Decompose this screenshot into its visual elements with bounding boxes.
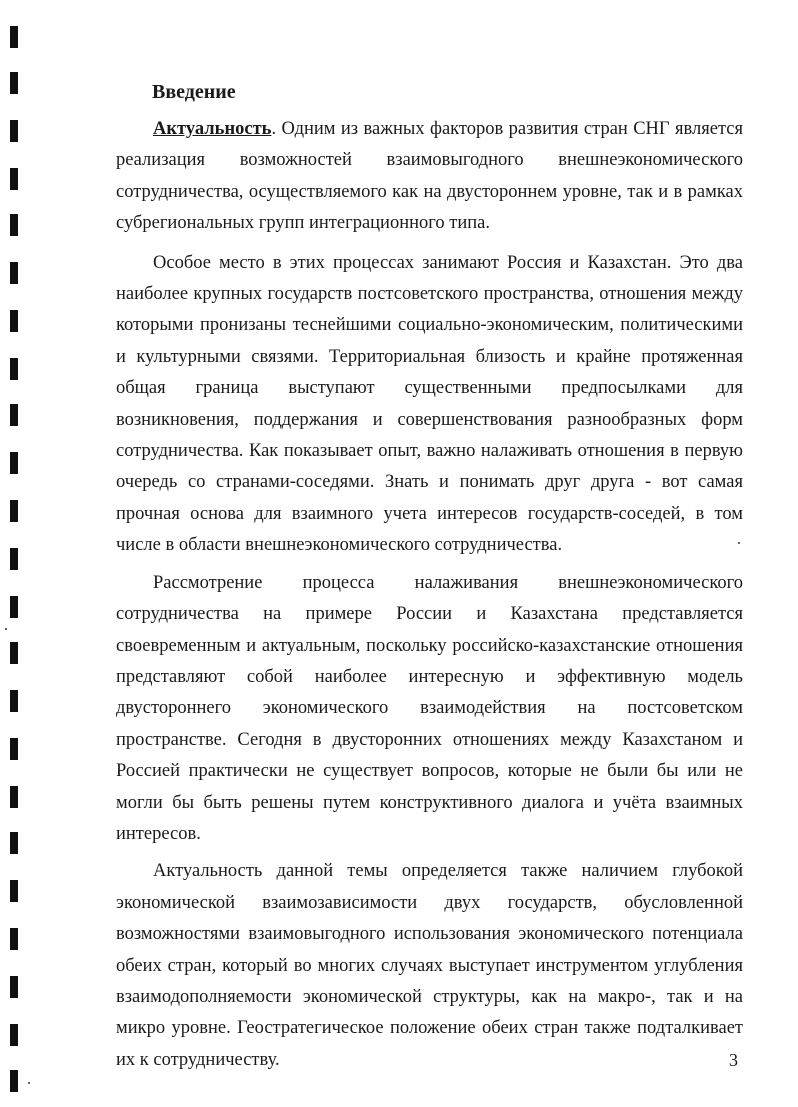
paragraph: Особое место в этих процессах занимают Россия и Казахстан. Это два наиболее крупных государств постсоветского пространства, отношения между которыми пронизаны теснейшими социально-экономическим, политическими и культурными связями. Территориальная близость и крайне протяженная общая граница выступают существенными предпосылками для возникновения, поддержания и совершенствования разнообразных форм сотрудничества. Как показывает опыт, важно налаживать отношения в первую очередь со странами-соседями. Знать и понимать друг друга - вот самая прочная основа для взаимного учета интересов государств-соседей, в том числе в области внешнеэкономического сотрудничества. [116, 252, 743, 556]
binding-hole [10, 738, 18, 760]
binding-hole [10, 168, 18, 190]
binding-hole [10, 928, 18, 950]
binding-hole [10, 976, 18, 998]
binding-hole [10, 214, 18, 236]
binding-hole [10, 72, 18, 94]
scan-speck [5, 628, 7, 630]
binding-hole [10, 404, 18, 426]
binding-hole [10, 596, 18, 618]
binding-hole [10, 120, 18, 142]
binding-hole [10, 832, 18, 854]
paragraph-text: . Одним из важных факторов развития стран СНГ является реализация возможностей взаимовыгодного внешнеэкономического сотрудничества, осуществляемого как на двустороннем уровне, так и в рамках субрегиональных групп интеграционного типа. [116, 119, 743, 234]
binding-hole [10, 690, 18, 712]
binding-hole [10, 1070, 18, 1092]
binding-hole [10, 642, 18, 664]
binding-hole [10, 786, 18, 808]
binding-edge [6, 0, 20, 1107]
scan-speck [28, 1082, 30, 1084]
binding-hole [10, 880, 18, 902]
binding-hole [10, 548, 18, 570]
binding-hole [10, 500, 18, 522]
keyword-relevance: Актуальность [153, 119, 272, 139]
binding-hole [10, 262, 18, 284]
section-title: Введение [152, 81, 236, 103]
paragraph: Актуальность данной темы определяется также наличием глубокой экономической взаимозависимости двух государств, обусловленной возможностями взаимовыгодного использования экономического потенциала обеих стран, который во многих случаях выступает инструментом углубления взаимодополняемости экономической структуры, как на макро-, так и на микро уровне. Геостратегическое положение обеих стран также подталкивает их к сотрудничеству. [116, 861, 743, 1070]
paragraph: Рассмотрение процесса налаживания внешнеэкономического сотрудничества на примере России и Казахстана представляется своевременным и актуальным, поскольку российско-казахстанские отношения представляют собой наиболее интересную и эффективную модель двустороннего экономического взаимодействия на постсоветском пространстве. Сегодня в двусторонних отношениях между Казахстаном и Россией практически не существует вопросов, которые не были бы или не могли бы быть решены путем конструктивного диалога и учёта взаимных интересов. [116, 572, 743, 844]
document-page [116, 72, 743, 1076]
binding-hole [10, 310, 18, 332]
binding-hole [10, 358, 18, 380]
binding-hole [10, 1024, 18, 1046]
page-number: 3 [729, 1050, 738, 1070]
binding-hole [10, 26, 18, 48]
paragraph [116, 114, 743, 240]
binding-hole [10, 452, 18, 474]
